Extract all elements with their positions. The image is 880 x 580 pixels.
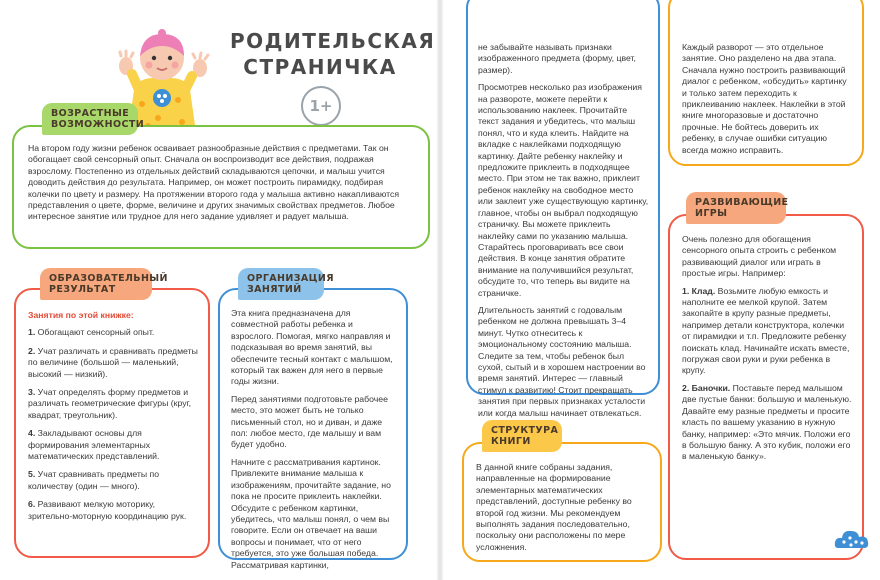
games-section-box — [668, 214, 864, 560]
page-title — [230, 28, 436, 80]
structure-text: В данной книге собраны задания, направленные на формирование элементарных математических представлений, доступные ребенку во второй год жизни. Мы рекомендуем выполнять задания последовательно, поскольку они расположены по мере усложнения. — [476, 462, 632, 552]
spread-text: Каждый разворот — это отдельное занятие. Оно разделено на два этапа. Сначала нужно построить развивающий диалог с ребенком, «обсудить» картинку и только затем переходить к приклеиванию наклеек. Наклейки в этой книге многоразовые и достаточно прочные. Не бойтесь доверить их ребенку, в случае ошибки ситуацию всегда можно исправить. — [682, 42, 847, 155]
item-text: Учат различать и сравнивать предметы по величине (большой — маленький, высокий — низкий). — [28, 345, 198, 379]
games-intro: Очень полезно для обогащения сенсорного опыта строить с ребенком развивающий диалог или играть в простые игры. Например: — [682, 234, 837, 279]
cont-paragraph-1: не забывайте называть признаки изображенного предмета (форму, цвет, размер). — [478, 42, 636, 75]
age-section-text: На втором году жизни ребенок осваивает разнообразные действия с предметами. Так он обогащает свой сенсорный опыт. Сначала он воспроизводит все действия, подражая взрослому. Постепенно из отдельных действий складываются цепочки, и малыш учится доводить действия до результата. Например, он может построить пирамидку, подбирая колечки по цвету и размеру. На протяжении второго года у малыша активно накапливаются представления о цвете, форме, величине и других значимых свойствах предметов. Любое интересное занятие или трудное для него задание удивляет и радует малыша. — [28, 143, 400, 222]
result-list — [28, 327, 198, 522]
list-item — [28, 387, 198, 421]
org-label-line-2: ЗАНЯТИЙ — [247, 284, 302, 295]
age-section-box — [12, 125, 430, 249]
game-item — [682, 383, 852, 463]
blue-cloud-icon — [834, 526, 870, 552]
game-item — [682, 286, 852, 377]
book-spine — [437, 0, 443, 580]
org-label-line-1: ОРГАНИЗАЦИЯ — [247, 273, 334, 284]
item-number: 1. — [28, 327, 36, 338]
games-label-line-2: ИГРЫ — [695, 208, 728, 219]
org-section-box — [218, 288, 408, 570]
games-label-line-1: РАЗВИВАЮЩИЕ — [695, 197, 789, 208]
cont-paragraph-3: Длительность занятий с годовалым ребенком не должна превышать 3–4 минут. Чутко отнеситесь к эмоциональному состоянию малыша. Следите за тем, чтобы ребенок был сухой, сытый и в хорошем настроении во время занятий. Интерес — главный стимул к развитию! Стоит прекращать занятия при первых признаках усталости или когда малыш начинает отвлекаться. — [478, 304, 646, 418]
org-section-label — [238, 268, 334, 300]
games-section-label — [686, 192, 789, 224]
item-text: Закладывают основы для формирования элементарных математических представлений. — [28, 428, 160, 462]
org-paragraph-1: Эта книга предназначена для совместной работы ребенка и взрослого. Помогая, мягко направляя и подсказывая во время занятий, вы обеспечите тесный контакт с малышом, который так важен для него в первые годы жизни. — [231, 308, 393, 387]
item-text: Развивают мелкую моторику, зрительно-моторную координацию рук. — [28, 499, 187, 521]
age-section-label — [42, 103, 145, 135]
org-paragraph-2: Перед занятиями подготовьте рабочее место, это может быть не только письменный стол, но и диван, и даже пол: любое место, где малышу и вам будет удобно. — [231, 393, 388, 450]
item-text: Учат определять форму предметов и различать геометрические фигуры (круг, квадрат, треугольник). — [28, 387, 192, 420]
list-item — [28, 499, 198, 522]
item-number: 3. — [28, 387, 36, 398]
structure-section-label — [482, 420, 562, 452]
list-item — [28, 469, 198, 492]
cont-paragraph-2: Просмотрев несколько раз изображения на развороте, можете перейти к использованию наклеек. Прочитайте текст задания и убедитесь, что малыш понял, что и куда клеить. Найдите на вкладке с наклейками подходящую картинку. Дайте ребенку наклейку и предложите приклеить в подходящее место. При этом не так важно, приклеит ребенок наклейку на свободное место или заклеит уже существующую картинку, главное, чтобы он выбрал подходящую страничку. Вы можете приклеить наклейку сами по указанию малыша. Старайтесь проговаривать все свои действия. В конце занятия обратите внимание на получившийся результат, обсудите то, что теперь вы видите на страничке. — [478, 82, 649, 298]
list-item — [28, 428, 198, 462]
game-title: 2. Баночки. — [682, 382, 731, 393]
item-number: 5. — [28, 469, 36, 480]
item-text: Учат сравнивать предметы по количеству (один — много). — [28, 469, 160, 491]
age-badge: 1+ — [301, 86, 341, 126]
structure-label-line-1: СТРУКТУРА — [491, 425, 559, 436]
result-label-line-2: РЕЗУЛЬТАТ — [49, 284, 116, 295]
result-heading: Занятия по этой книжке: — [28, 310, 134, 320]
list-item — [28, 346, 198, 380]
item-number: 6. — [28, 499, 36, 510]
org-paragraph-3: Начните с рассматривания картинок. Привлеките внимание малыша к изображениям, прочитайте задание, но пока не просите приклеить наклейки. Обсудите с ребенком картинки, убедитесь, что малыш понял, о чем вы говорите. Если он отвечает на ваши вопросы и понимает, что от него требуется, это уже большая победа. Рассматривая картинки, — [231, 456, 391, 570]
spread-section-box — [668, 0, 864, 166]
result-section-label — [40, 268, 168, 300]
result-section-box — [14, 288, 210, 558]
age-label-line-1: ВОЗРАСТНЫЕ — [51, 108, 130, 119]
structure-section-box — [462, 442, 662, 562]
item-number: 4. — [28, 428, 36, 439]
game-title: 1. Клад. — [682, 285, 716, 296]
item-text: Обогащают сенсорный опыт. — [37, 327, 155, 338]
age-label-line-2: ВОЗМОЖНОСТИ — [51, 119, 145, 130]
title-line-2: СТРАНИЧКА — [243, 55, 397, 79]
list-item — [28, 327, 198, 338]
structure-label-line-2: КНИГИ — [491, 436, 531, 447]
result-label-line-1: ОБРАЗОВАТЕЛЬНЫЙ — [49, 273, 168, 284]
org-continuation-box — [466, 0, 660, 418]
item-number: 2. — [28, 345, 36, 356]
title-line-1: РОДИТЕЛЬСКАЯ — [230, 29, 436, 53]
game-text: Поставьте перед малышом две пустые банки: большую и маленькую. Давайте ему разные предметы и просите класть по вашему указанию в нужную банку, например: «Это мячик. Положи его в большую банку. А это кубик, положи его в маленькую банку». — [682, 382, 852, 462]
game-text: Возьмите любую емкость и наполните ее мелкой крупой. Затем закопайте в крупу разные предметы, например детали конструктора, колечки от пирамидки и т.п. Предложите ребенку поискать клад. Начинайте искать вместе, погружая свои руки и руки ребенка в крупу. — [682, 285, 850, 376]
